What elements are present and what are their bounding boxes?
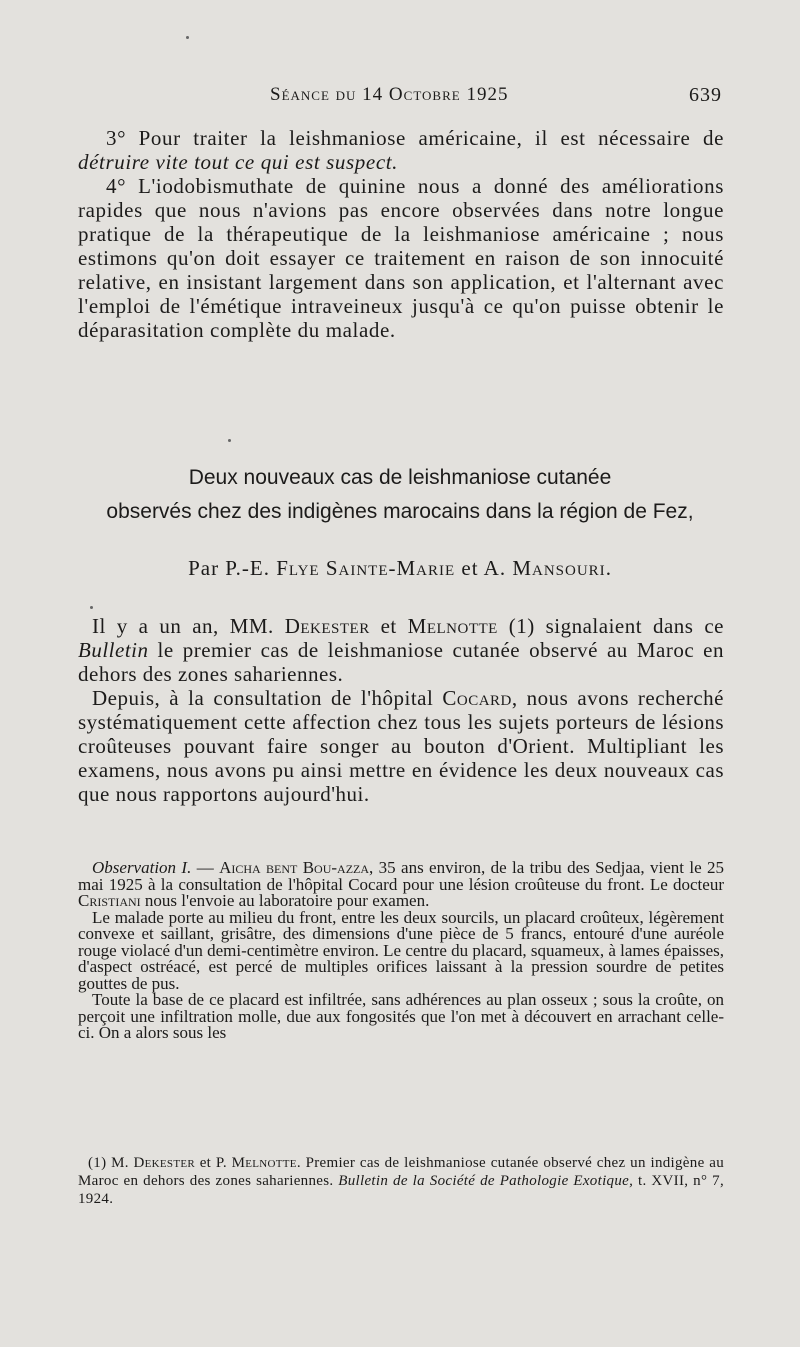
article-title-line-1: Deux nouveaux cas de leishmaniose cutanée xyxy=(188,466,612,489)
paper-speck xyxy=(186,36,189,39)
text-run: (1) signalaient dans ce xyxy=(497,614,724,638)
footnote xyxy=(78,1154,724,1208)
small-caps-name: Melnotte xyxy=(231,1155,297,1171)
text-run: — xyxy=(191,858,220,877)
text-run: Il y a un an, MM. xyxy=(92,614,285,638)
italic-text: Bulletin xyxy=(78,638,149,662)
small-caps-name: Dekester xyxy=(133,1155,196,1171)
text-run: , 35 ans environ, de la tribu des Sedjaa, vient le 25 mai 1925 à la consultation de l'hôpital Cocard pour une lésion croûteuse du front. Le docteur xyxy=(78,858,725,894)
text-run: et xyxy=(369,614,408,638)
text-run: et A. xyxy=(455,556,513,580)
text-run: , nous avons recherché systématiquement cette affection chez tous les sujets porteurs de lésions croûteuses pouvant faire songer au bouton d'Orient. Multipliant les examens, nous avons pu ainsi mettre en évidence les deux nouveaux cas que nous rapportons aujourd'hui. xyxy=(78,686,724,806)
text-run: t. XVII, n° 7, 1924. xyxy=(78,1173,724,1207)
small-caps-name: Cristiani xyxy=(78,891,141,910)
text-run: 3° Pour traiter la leishmaniose américaine, il est nécessaire de xyxy=(106,126,724,150)
text-run: . xyxy=(605,556,612,580)
article-author xyxy=(0,556,800,581)
italic-text: détruire vite tout ce qui est suspect. xyxy=(78,150,399,174)
text-run: et P. xyxy=(195,1155,232,1171)
italic-text: Bulletin de la Société de Pathologie Exotique, xyxy=(338,1173,634,1189)
small-caps-name: Flye Sainte-Marie xyxy=(276,556,456,580)
text-run: (1) M. xyxy=(88,1155,134,1171)
text-run: . Premier cas de leishmaniose cutanée observé chez un indigène au Maroc en dehors des zones sahariennes. xyxy=(78,1155,724,1189)
text-run: Le malade porte au milieu du front, entre les deux sourcils, un placard croûteux, légèrement convexe et saillant, grisâtre, des dimensions d'une pièce de 5 francs, entouré d'une auréole rouge violacé d'un demi-centimètre environ. Le centre du placard, squameux, à lames épaisses, d'aspect ostréacé, est percé de multiples orifices laissant à la pression sourdre de petites gouttes de pus. xyxy=(78,907,724,993)
page-number: 639 xyxy=(689,84,722,106)
observation-paragraph xyxy=(78,860,724,910)
footnote-text xyxy=(78,1154,724,1208)
observation-section xyxy=(78,860,724,1042)
body-paragraph xyxy=(78,686,724,806)
paper-speck xyxy=(90,606,93,609)
small-caps-name: Mansouri xyxy=(512,556,606,580)
text-run: nous l'envoie au laboratoire pour examen. xyxy=(140,891,430,910)
text-run: 4° L'iodobismuthate de quinine nous a donné des améliorations rapides que nous n'avions pas encore observées dans notre longue pratique de la thérapeutique de la leishmaniose américaine ; nous estimons qu'on doit essayer ce traitement en raison de son innocuité relative, en insistant largement dans son application, et l'alternant avec l'emploi de l'émétique intraveineux jusqu'à ce qu'on puisse obtenir le déparasitation complète du malade. xyxy=(78,174,724,342)
text-run: le premier cas de leishmaniose cutanée observé au Maroc en dehors des zones sahariennes. xyxy=(78,638,724,686)
intro-paragraph xyxy=(78,174,724,342)
article-body xyxy=(78,614,724,806)
italic-text: Observation I. xyxy=(92,858,192,877)
running-header xyxy=(270,84,722,106)
text-run: Depuis, à la consultation de l'hôpital xyxy=(92,686,443,710)
header-title: Séance du 14 Octobre 1925 xyxy=(270,84,509,105)
text-run: Toute la base de ce placard est infiltrée, sans adhérences au plan osseux ; sous la croûte, on perçoit une infiltration molle, due aux fongosités que l'on met à découvert en arrachant celle-ci. On a alors sous les xyxy=(78,990,724,1042)
observation-paragraph xyxy=(78,992,724,1042)
small-caps-name: Melnotte xyxy=(407,614,498,638)
observation-paragraph xyxy=(78,907,724,993)
small-caps-name: Aicha bent Bou-azza xyxy=(219,858,370,877)
article-title-line-2: observés chez des indigènes marocains dans la région de Fez, xyxy=(106,500,694,523)
small-caps-name: Dekester xyxy=(284,614,370,638)
body-paragraph xyxy=(78,614,724,686)
text-run: Par P.-E. xyxy=(188,556,277,580)
intro-text xyxy=(78,126,724,342)
intro-paragraph xyxy=(78,126,724,174)
paper-speck xyxy=(228,439,231,442)
small-caps-name: Cocard xyxy=(442,686,512,710)
